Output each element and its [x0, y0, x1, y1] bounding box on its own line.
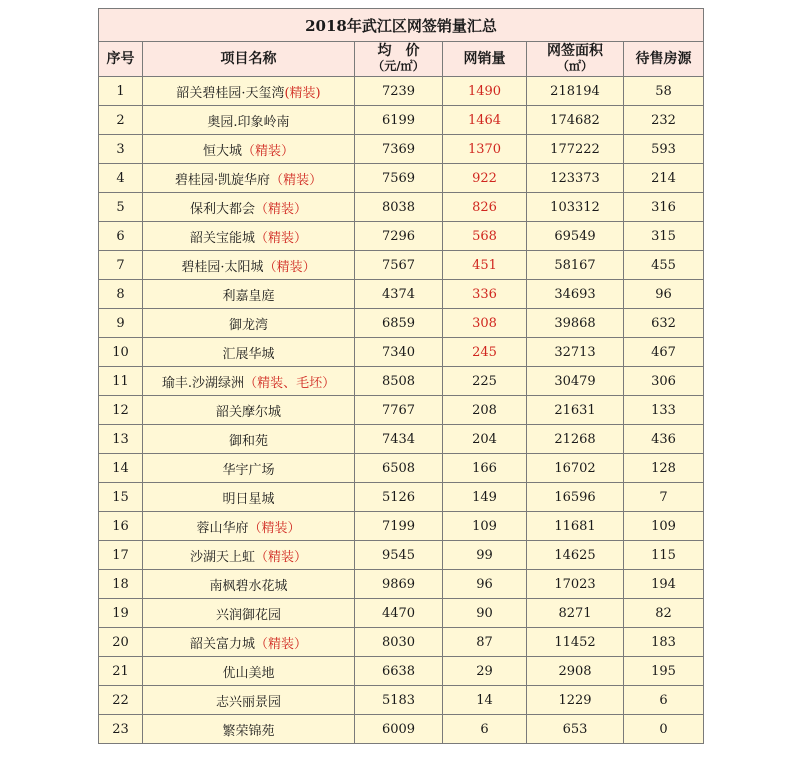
cell-name [143, 628, 355, 657]
cell-no: 12 [99, 396, 143, 425]
project-name: 南枫碧水花城 [209, 578, 288, 594]
cell-price: 5126 [355, 483, 443, 512]
cell-area: 16596 [527, 483, 624, 512]
table-row [99, 106, 704, 135]
table-row [99, 483, 704, 512]
cell-sales: 149 [443, 483, 527, 512]
cell-price: 7199 [355, 512, 443, 541]
project-name: 蓉山华府 [196, 520, 249, 536]
table-row [99, 657, 704, 686]
finish-tag: (精装) [284, 85, 321, 101]
cell-stock: 115 [624, 541, 704, 570]
project-name: 韶关碧桂园·天玺湾 [176, 85, 285, 101]
cell-stock: 214 [624, 164, 704, 193]
cell-stock: 6 [624, 686, 704, 715]
cell-name [143, 483, 355, 512]
cell-name [143, 599, 355, 628]
cell-price: 6638 [355, 657, 443, 686]
cell-sales: 29 [443, 657, 527, 686]
table-row [99, 628, 704, 657]
cell-no: 4 [99, 164, 143, 193]
cell-price: 7767 [355, 396, 443, 425]
cell-area: 123373 [527, 164, 624, 193]
table-row [99, 396, 704, 425]
cell-area: 2908 [527, 657, 624, 686]
table-row [99, 135, 704, 164]
cell-sales: 87 [443, 628, 527, 657]
cell-name [143, 222, 355, 251]
cell-price: 7369 [355, 135, 443, 164]
project-name: 御龙湾 [228, 317, 268, 333]
header-price [355, 42, 443, 77]
cell-stock: 316 [624, 193, 704, 222]
cell-area: 177222 [527, 135, 624, 164]
table-body [99, 77, 704, 744]
cell-stock: 306 [624, 367, 704, 396]
cell-stock: 195 [624, 657, 704, 686]
cell-name [143, 686, 355, 715]
cell-sales: 225 [443, 367, 527, 396]
cell-price: 5183 [355, 686, 443, 715]
project-name: 繁荣锦苑 [222, 723, 275, 739]
finish-tag: （精装、毛坯） [244, 375, 336, 391]
cell-area: 34693 [527, 280, 624, 309]
project-name: 兴润御花园 [215, 607, 281, 623]
project-name: 韶关摩尔城 [215, 404, 281, 420]
cell-stock: 183 [624, 628, 704, 657]
cell-name [143, 338, 355, 367]
cell-stock: 82 [624, 599, 704, 628]
header-price-unit: （元/㎡） [372, 59, 425, 73]
cell-price: 6508 [355, 454, 443, 483]
project-name: 沙湖天上虹 [189, 549, 255, 565]
finish-tag: （精装） [255, 230, 308, 246]
cell-price: 7567 [355, 251, 443, 280]
cell-no: 7 [99, 251, 143, 280]
cell-no: 8 [99, 280, 143, 309]
table-row [99, 338, 704, 367]
cell-name [143, 454, 355, 483]
project-name: 奥园.印象岭南 [207, 114, 290, 130]
table-row [99, 280, 704, 309]
header-name: 项目名称 [143, 42, 355, 77]
cell-area: 11452 [527, 628, 624, 657]
project-name: 恒大城 [202, 143, 242, 159]
finish-tag: （精装） [255, 549, 308, 565]
cell-area: 653 [527, 715, 624, 744]
cell-name [143, 541, 355, 570]
cell-stock: 128 [624, 454, 704, 483]
table-row [99, 541, 704, 570]
cell-sales: 922 [443, 164, 527, 193]
cell-sales: 90 [443, 599, 527, 628]
cell-area: 11681 [527, 512, 624, 541]
cell-no: 14 [99, 454, 143, 483]
cell-sales: 308 [443, 309, 527, 338]
cell-area: 69549 [527, 222, 624, 251]
table-row [99, 599, 704, 628]
cell-sales: 204 [443, 425, 527, 454]
cell-stock: 632 [624, 309, 704, 338]
cell-price: 8508 [355, 367, 443, 396]
cell-stock: 0 [624, 715, 704, 744]
cell-name [143, 367, 355, 396]
header-row [99, 42, 704, 77]
cell-area: 14625 [527, 541, 624, 570]
header-price-label: 均 价 [377, 43, 420, 59]
cell-price: 7569 [355, 164, 443, 193]
cell-no: 3 [99, 135, 143, 164]
cell-price: 9869 [355, 570, 443, 599]
cell-name [143, 135, 355, 164]
table-row [99, 686, 704, 715]
cell-name [143, 425, 355, 454]
cell-area: 58167 [527, 251, 624, 280]
table-row [99, 570, 704, 599]
cell-sales: 208 [443, 396, 527, 425]
cell-price: 7340 [355, 338, 443, 367]
cell-no: 6 [99, 222, 143, 251]
finish-tag: （精装） [270, 172, 323, 188]
table-row [99, 251, 704, 280]
finish-tag: （精装） [255, 636, 308, 652]
cell-no: 16 [99, 512, 143, 541]
cell-no: 21 [99, 657, 143, 686]
cell-sales: 826 [443, 193, 527, 222]
cell-no: 10 [99, 338, 143, 367]
cell-name [143, 106, 355, 135]
table-row [99, 512, 704, 541]
cell-stock: 467 [624, 338, 704, 367]
cell-area: 103312 [527, 193, 624, 222]
project-name: 汇展华城 [222, 346, 275, 362]
cell-no: 23 [99, 715, 143, 744]
cell-stock: 58 [624, 77, 704, 106]
cell-stock: 96 [624, 280, 704, 309]
cell-stock: 436 [624, 425, 704, 454]
cell-area: 39868 [527, 309, 624, 338]
header-no: 序号 [99, 42, 143, 77]
cell-stock: 109 [624, 512, 704, 541]
project-name: 碧桂园·凯旋华府 [174, 172, 271, 188]
cell-no: 18 [99, 570, 143, 599]
cell-name [143, 77, 355, 106]
cell-sales: 336 [443, 280, 527, 309]
cell-area: 8271 [527, 599, 624, 628]
cell-area: 30479 [527, 367, 624, 396]
cell-stock: 232 [624, 106, 704, 135]
finish-tag: （精装） [263, 259, 316, 275]
cell-price: 8038 [355, 193, 443, 222]
cell-no: 9 [99, 309, 143, 338]
cell-no: 2 [99, 106, 143, 135]
cell-price: 7296 [355, 222, 443, 251]
project-name: 华宇广场 [222, 462, 275, 478]
cell-price: 6859 [355, 309, 443, 338]
table-row [99, 222, 704, 251]
cell-no: 11 [99, 367, 143, 396]
cell-no: 5 [99, 193, 143, 222]
cell-name [143, 251, 355, 280]
table-row [99, 715, 704, 744]
project-name: 优山美地 [222, 665, 275, 681]
cell-sales: 1490 [443, 77, 527, 106]
cell-area: 32713 [527, 338, 624, 367]
table-row [99, 164, 704, 193]
cell-name [143, 396, 355, 425]
cell-sales: 99 [443, 541, 527, 570]
header-area-unit: （㎡） [556, 59, 593, 73]
cell-no: 1 [99, 77, 143, 106]
header-sales: 网销量 [443, 42, 527, 77]
cell-no: 13 [99, 425, 143, 454]
cell-sales: 6 [443, 715, 527, 744]
cell-stock: 593 [624, 135, 704, 164]
cell-no: 22 [99, 686, 143, 715]
table-row [99, 77, 704, 106]
cell-stock: 194 [624, 570, 704, 599]
cell-area: 21268 [527, 425, 624, 454]
table-row [99, 425, 704, 454]
cell-sales: 245 [443, 338, 527, 367]
cell-area: 174682 [527, 106, 624, 135]
cell-name [143, 657, 355, 686]
cell-area: 21631 [527, 396, 624, 425]
cell-area: 218194 [527, 77, 624, 106]
table-title: 2018年武江区网签销量汇总 [99, 9, 704, 42]
cell-sales: 166 [443, 454, 527, 483]
cell-sales: 451 [443, 251, 527, 280]
cell-name [143, 715, 355, 744]
cell-sales: 1370 [443, 135, 527, 164]
cell-no: 15 [99, 483, 143, 512]
project-name: 御和苑 [228, 433, 268, 449]
cell-no: 19 [99, 599, 143, 628]
table-row [99, 309, 704, 338]
cell-area: 1229 [527, 686, 624, 715]
cell-price: 7239 [355, 77, 443, 106]
cell-name [143, 570, 355, 599]
cell-area: 17023 [527, 570, 624, 599]
cell-name [143, 309, 355, 338]
cell-price: 9545 [355, 541, 443, 570]
cell-name [143, 164, 355, 193]
cell-price: 4374 [355, 280, 443, 309]
cell-no: 20 [99, 628, 143, 657]
project-name: 韶关宝能城 [189, 230, 255, 246]
cell-stock: 315 [624, 222, 704, 251]
project-name: 利嘉皇庭 [222, 288, 275, 304]
project-name: 碧桂园·太阳城 [181, 259, 264, 275]
project-name: 保利大都会 [189, 201, 255, 217]
cell-sales: 1464 [443, 106, 527, 135]
cell-stock: 133 [624, 396, 704, 425]
cell-name [143, 280, 355, 309]
cell-price: 6009 [355, 715, 443, 744]
cell-stock: 7 [624, 483, 704, 512]
finish-tag: （精装） [242, 143, 295, 159]
project-name: 志兴丽景园 [215, 694, 281, 710]
cell-sales: 14 [443, 686, 527, 715]
project-name: 明日星城 [222, 491, 275, 507]
finish-tag: （精装） [255, 201, 308, 217]
cell-name [143, 193, 355, 222]
table-row [99, 454, 704, 483]
sales-summary-table [98, 8, 704, 744]
cell-area: 16702 [527, 454, 624, 483]
cell-sales: 109 [443, 512, 527, 541]
header-area-label: 网签面积 [547, 43, 603, 59]
cell-price: 8030 [355, 628, 443, 657]
finish-tag: （精装） [248, 520, 301, 536]
project-name: 瑜丰.沙湖绿洲 [161, 375, 245, 391]
cell-name [143, 512, 355, 541]
header-stock: 待售房源 [624, 42, 704, 77]
cell-price: 6199 [355, 106, 443, 135]
cell-no: 17 [99, 541, 143, 570]
title-row [99, 9, 704, 42]
header-area [527, 42, 624, 77]
table-row [99, 367, 704, 396]
cell-stock: 455 [624, 251, 704, 280]
cell-sales: 96 [443, 570, 527, 599]
cell-price: 4470 [355, 599, 443, 628]
project-name: 韶关富力城 [189, 636, 255, 652]
cell-price: 7434 [355, 425, 443, 454]
cell-sales: 568 [443, 222, 527, 251]
table-row [99, 193, 704, 222]
